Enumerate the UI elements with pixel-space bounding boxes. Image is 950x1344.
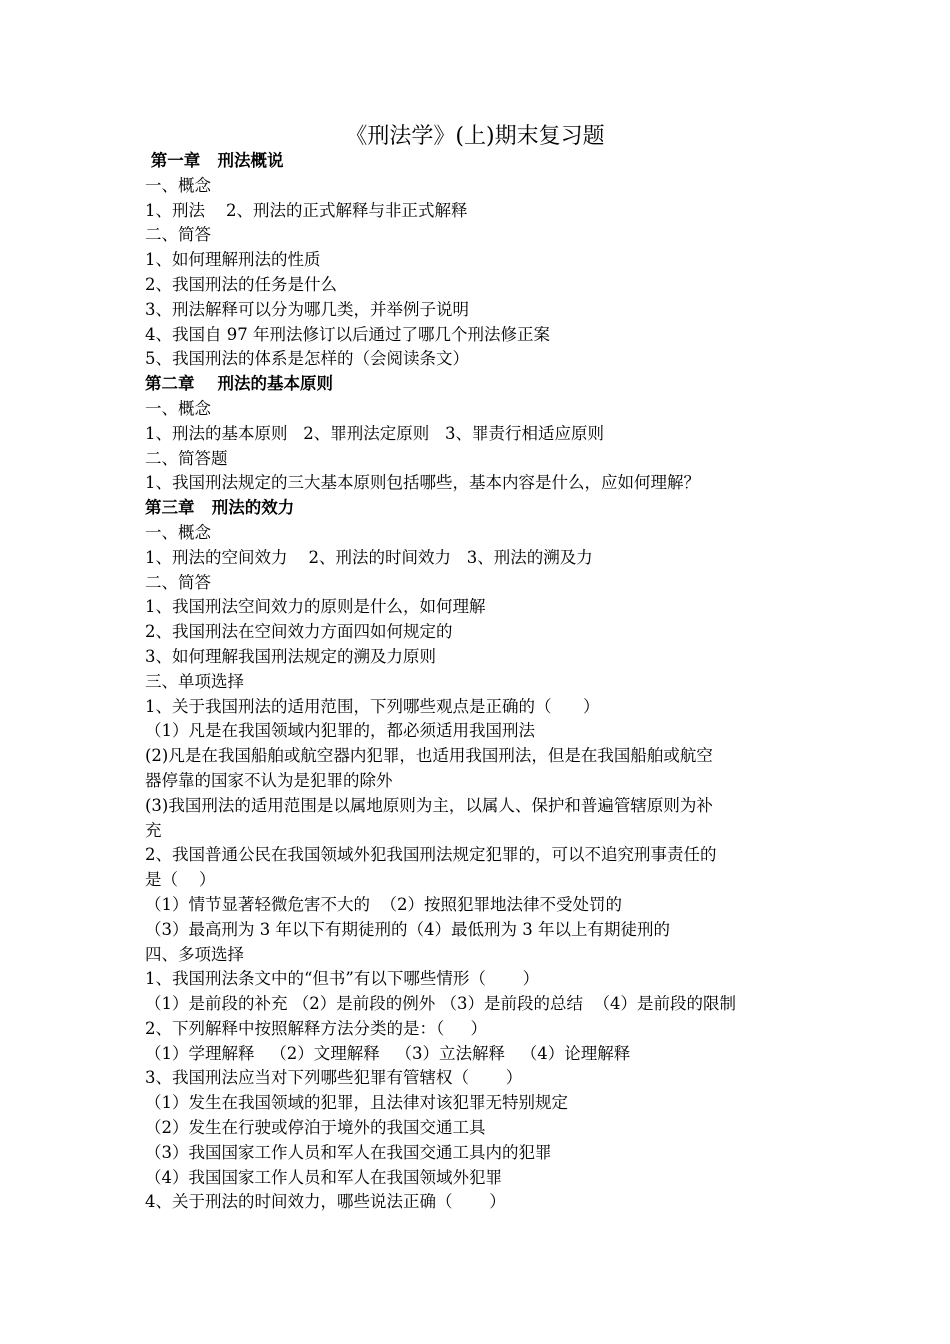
text-line: 是（ ） <box>145 870 216 890</box>
text-line: 四、多项选择 <box>145 944 244 964</box>
text-line: （2）发生在行驶或停泊于境外的我国交通工具 <box>145 1118 486 1138</box>
text-line: （4）我国国家工作人员和军人在我国领域外犯罪 <box>145 1167 502 1187</box>
document-title: 《刑法学》(上)期末复习题 <box>345 124 605 149</box>
chapter-heading: 第三章 刑法的效力 <box>145 498 295 518</box>
text-line: 1、如何理解刑法的性质 <box>145 250 321 270</box>
text-line: 1、刑法的基本原则 2、罪刑法定原则 3、罪责行相适应原则 <box>145 423 604 443</box>
text-line: （3）最高刑为 3 年以下有期徒刑的（4）最低刑为 3 年以上有期徒刑的 <box>145 919 670 939</box>
text-line: 1、关于我国刑法的适用范围，下列哪些观点是正确的（ ） <box>145 696 600 716</box>
chapter-heading: 第一章 刑法概说 <box>145 151 284 170</box>
text-line: （1）凡是在我国领域内犯罪的，都必须适用我国刑法 <box>145 721 535 741</box>
text-line: （3）我国国家工作人员和军人在我国交通工具内的犯罪 <box>145 1142 552 1162</box>
text-line: 1、我国刑法规定的三大基本原则包括哪些，基本内容是什么，应如何理解？ <box>145 473 700 493</box>
text-line: 2、我国普通公民在我国领域外犯我国刑法规定犯罪的，可以不追究刑事责任的 <box>145 845 717 865</box>
text-line: 5、我国刑法的体系是怎样的（会阅读条文） <box>145 349 469 369</box>
text-line: 一、概念 <box>145 175 211 195</box>
text-line: 3、我国刑法应当对下列哪些犯罪有管辖权（ ） <box>145 1068 523 1088</box>
text-line: 4、我国自 97 年刑法修订以后通过了哪几个刑法修正案 <box>145 324 550 344</box>
text-line: 1、我国刑法条文中的“但书”有以下哪些情形（ ） <box>145 969 540 989</box>
text-line: (3)我国刑法的适用范围是以属地原则为主，以属人、保护和普遍管辖原则为补 <box>145 795 713 815</box>
text-line: 1、刑法 2、刑法的正式解释与非正式解释 <box>145 200 468 220</box>
text-line: （1）发生在我国领域的犯罪，且法律对该犯罪无特别规定 <box>145 1093 568 1113</box>
text-line: 器停靠的国家不认为是犯罪的除外 <box>145 770 393 790</box>
text-line: 一、概念 <box>145 522 211 542</box>
text-line: 2、下列解释中按照解释方法分类的是：（ ） <box>145 1018 487 1038</box>
text-line: 1、刑法的空间效力 2、刑法的时间效力 3、刑法的溯及力 <box>145 547 593 567</box>
text-line: 3、刑法解释可以分为哪几类，并举例子说明 <box>145 299 469 319</box>
text-line: 二、简答 <box>145 225 211 245</box>
text-line: 二、简答题 <box>145 448 228 468</box>
text-line: 二、简答 <box>145 572 211 592</box>
text-line: （1）是前段的补充 （2）是前段的例外 （3）是前段的总结 （4）是前段的限制 <box>145 994 736 1014</box>
text-line: 3、如何理解我国刑法规定的溯及力原则 <box>145 646 436 666</box>
text-line: 2、我国刑法的任务是什么 <box>145 274 337 294</box>
text-line: 充 <box>145 820 162 840</box>
text-line: 1、我国刑法空间效力的原则是什么，如何理解 <box>145 597 486 617</box>
chapter-heading: 第二章 刑法的基本原则 <box>145 374 333 394</box>
document-body <box>145 149 815 1215</box>
text-line: （1）情节显著轻微危害不大的 （2）按照犯罪地法律不受处罚的 <box>145 894 622 914</box>
text-line: （1）学理解释 （2）文理解释 （3）立法解释 （4）论理解释 <box>145 1043 631 1063</box>
text-line: 一、概念 <box>145 398 211 418</box>
text-line: 2、我国刑法在空间效力方面四如何规定的 <box>145 622 453 642</box>
text-line: 三、单项选择 <box>145 671 244 691</box>
text-line: (2)凡是在我国船舶或航空器内犯罪，也适用我国刑法，但是在我国船舶或航空 <box>145 746 713 766</box>
text-line: 4、关于刑法的时间效力，哪些说法正确（ ） <box>145 1192 506 1212</box>
